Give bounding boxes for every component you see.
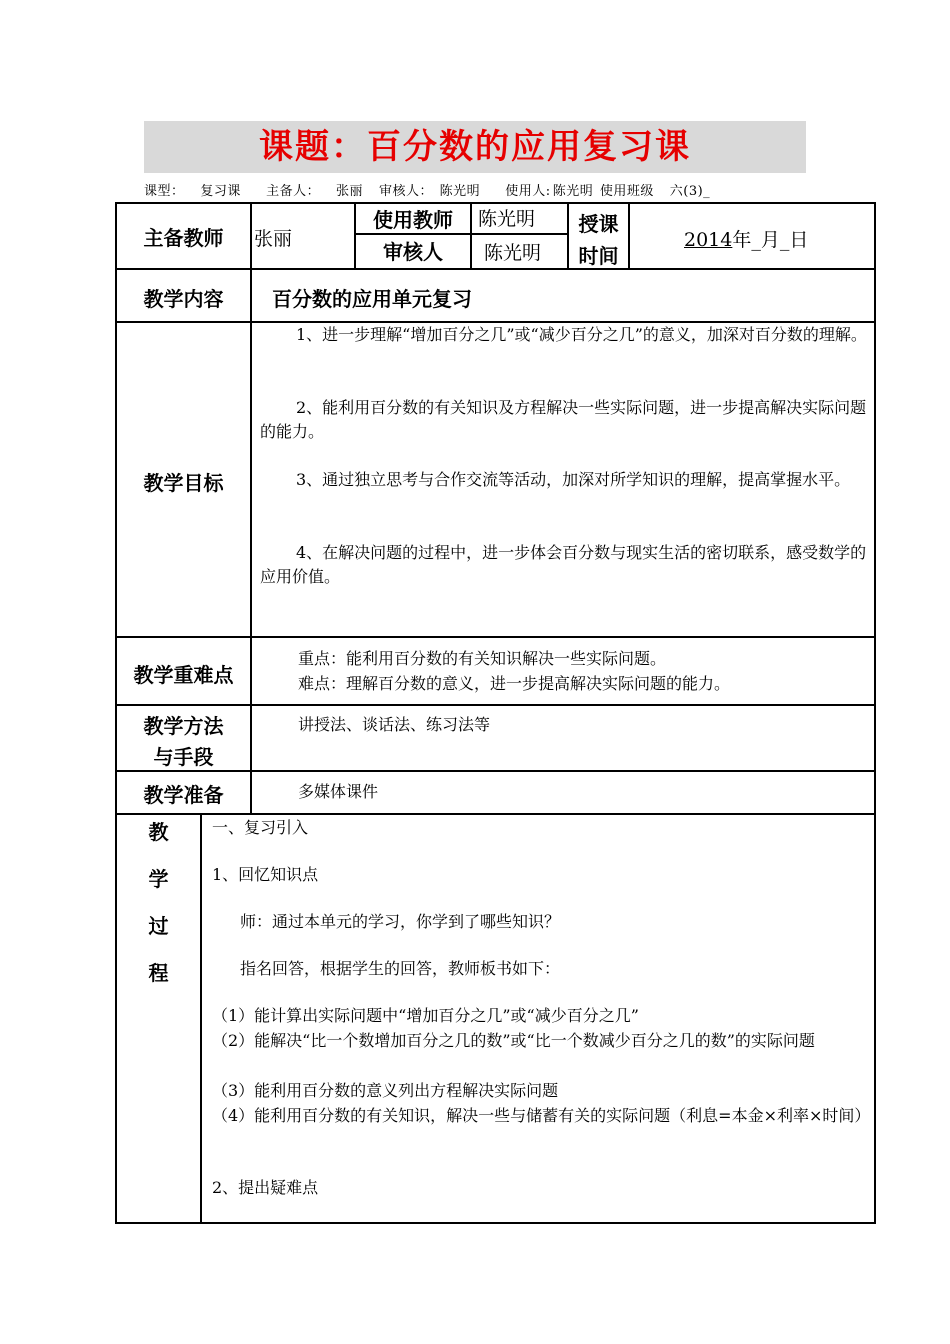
method-value: 讲授法、谈话法、练习法等 [298, 715, 491, 734]
col-divider [628, 202, 630, 269]
lesson-type: 复习课 [200, 184, 241, 199]
user-label: 使用人: [505, 184, 551, 199]
goal-item: 4、在解决问题的过程中，进一步体会百分数与现实生活的密切联系，感受数学的应用价值。 [260, 543, 867, 586]
knowledge-point: （3）能利用百分数的意义列出方程解决实际问题 [212, 1081, 559, 1100]
process-label-char: 教 [148, 820, 169, 844]
meta-line [144, 180, 712, 199]
method-label-2: 与手段 [153, 745, 214, 769]
using-teacher: 陈光明 [478, 208, 536, 230]
goal-item: 3、通过独立思考与合作交流等活动，加深对所学知识的理解，提高掌握水平。 [296, 470, 851, 489]
reviewer-label: 审核人： [378, 184, 433, 199]
reviewer-value: 陈光明 [484, 242, 542, 264]
user: 陈光明 [552, 184, 594, 199]
lesson-date [684, 225, 808, 252]
prep-label: 教学准备 [143, 783, 224, 807]
teacher-question: 师：通过本单元的学习，你学到了哪些知识？ [240, 912, 561, 931]
process-section: 一、复习引入 [212, 818, 309, 837]
knowledge-point: （4）能利用百分数的有关知识，解决一些与储蓄有关的实际问题（利息=本金×利率×时间） [212, 1106, 871, 1125]
hard-point: 难点：理解百分数的意义，进一步提高解决实际问题的能力。 [298, 674, 731, 693]
lesson-type-label: 课型： [144, 184, 185, 199]
row-divider [354, 233, 568, 235]
process-step-2: 2、提出疑难点 [212, 1178, 319, 1197]
process-step-1: 1、回忆知识点 [212, 865, 319, 884]
row-divider [115, 704, 876, 706]
col-divider [250, 202, 252, 814]
time-label-1: 授课 [578, 212, 619, 236]
content-label: 教学内容 [143, 287, 224, 311]
goals-label: 教学目标 [143, 471, 224, 495]
row-divider [115, 813, 876, 815]
main-teacher-label: 主备教师 [143, 226, 224, 250]
col-divider [200, 813, 202, 1223]
prep-value: 多媒体课件 [298, 782, 379, 801]
process-label-char: 学 [148, 867, 169, 891]
main-teacher: 张丽 [254, 228, 293, 250]
process-label-char: 程 [148, 961, 169, 985]
difficulty-label: 教学重难点 [133, 663, 234, 687]
reviewer-label: 审核人 [383, 240, 443, 264]
table-border-right [874, 202, 876, 1224]
date-rest: 年_月_日 [732, 229, 809, 251]
preparer: 张丽 [336, 184, 364, 199]
row-divider [115, 770, 876, 772]
knowledge-point: （2）能解决“比一个数增加百分之几的数”或“比一个数减少百分之几的数”的实际问题 [212, 1031, 815, 1050]
reviewer: 陈光明 [439, 184, 481, 199]
goal-item: 2、能利用百分数的有关知识及方程解决一些实际问题，进一步提高解决实际问题的能力。 [260, 398, 867, 441]
answer-instruction: 指名回答，根据学生的回答，教师板书如下： [240, 959, 561, 978]
date-year: 2014 [684, 229, 733, 251]
time-label-2: 时间 [578, 244, 619, 268]
method-label-1: 教学方法 [143, 714, 224, 738]
knowledge-point: （1）能计算出实际问题中“增加百分之几”或“减少百分之几” [212, 1006, 639, 1025]
using-teacher-label: 使用教师 [373, 208, 453, 232]
col-divider [470, 202, 472, 269]
class-label: 使用班级 [599, 184, 654, 199]
table-border-bottom [115, 1222, 876, 1224]
title-banner [144, 121, 806, 173]
preparer-label: 主备人： [266, 184, 321, 199]
goal-item: 1、进一步理解“增加百分之几”或“减少百分之几”的意义，加深对百分数的理解。 [296, 325, 867, 344]
row-divider [115, 268, 876, 270]
key-point: 重点：能利用百分数的有关知识解决一些实际问题。 [298, 649, 667, 668]
row-divider [115, 636, 876, 638]
class: 六(3)_ [669, 184, 711, 199]
process-label-char: 过 [148, 914, 169, 938]
page-title: 课题：百分数的应用复习课 [259, 127, 691, 167]
content-value: 百分数的应用单元复习 [272, 287, 472, 311]
